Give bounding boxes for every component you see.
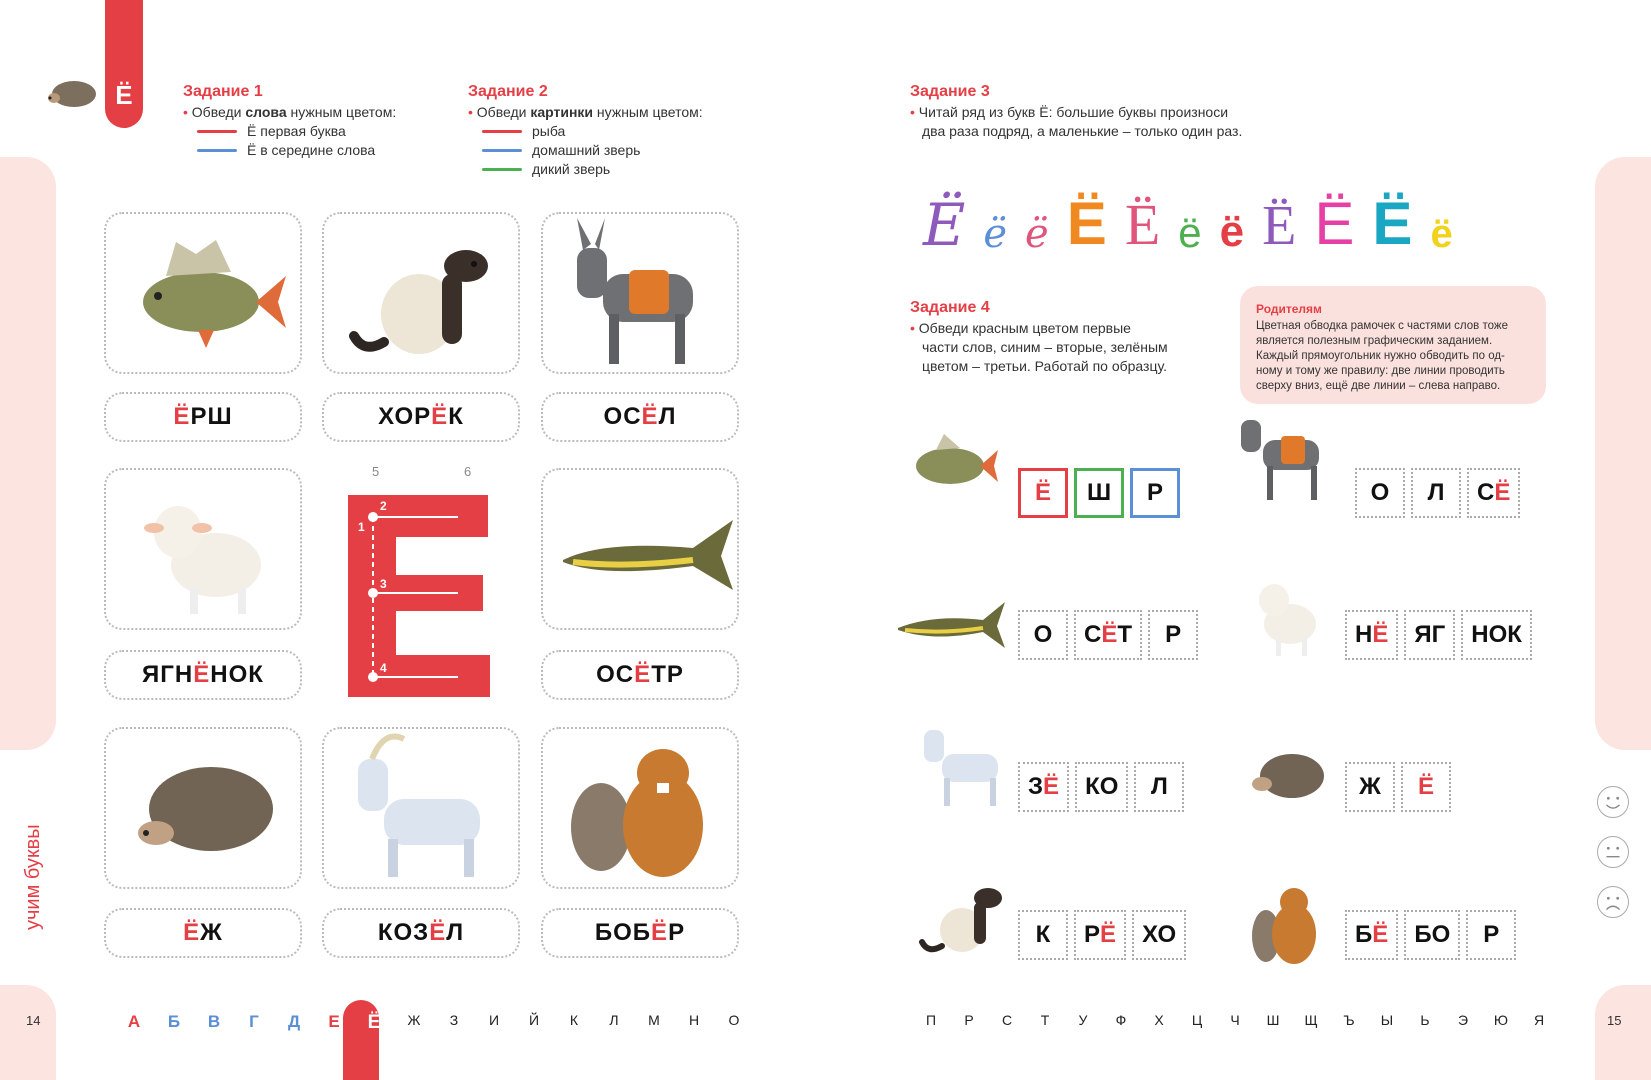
alphabet-letter[interactable]: Ц: [1191, 1012, 1203, 1028]
stroke-number-2: 2: [380, 499, 387, 513]
stroke-number-6: 6: [464, 464, 472, 479]
syllable-box[interactable]: Р: [1130, 468, 1180, 518]
red-line-swatch: [197, 130, 237, 133]
sturgeon-illustration: [543, 470, 741, 632]
alphabet-letter[interactable]: И: [488, 1012, 500, 1028]
alphabet-letter[interactable]: Й: [528, 1012, 540, 1028]
row-letter: ё: [1219, 207, 1245, 256]
alphabet-letter-active[interactable]: Ё: [367, 1012, 381, 1033]
syllable-box[interactable]: ЗЁ: [1018, 762, 1069, 812]
row-letter: Ё: [1066, 190, 1107, 257]
word-card-yagnyonok[interactable]: ЯГНЁНОК: [104, 650, 302, 700]
hedgehog-illustration: [106, 729, 304, 891]
card-hedgehog[interactable]: [104, 727, 302, 889]
donkey-illustration: [543, 214, 741, 376]
mini-lamb: [1250, 574, 1320, 660]
task3-text-line2: два раза подряд, а маленькие – только один раз.: [922, 123, 1243, 139]
syllable-box[interactable]: Ё: [1018, 468, 1068, 518]
task2-instruction: • Обведи картинки нужным цветом:: [468, 103, 703, 122]
card-ferret[interactable]: [322, 212, 520, 374]
stroke-number-1: 1: [358, 520, 365, 534]
task2-legend-wild: дикий зверь: [468, 160, 703, 179]
alphabet-letter[interactable]: Х: [1154, 1012, 1164, 1028]
word-card-bobyor[interactable]: БОБЁР: [541, 908, 739, 958]
syllable-box[interactable]: Р: [1148, 610, 1198, 660]
letter-row: [923, 174, 1471, 259]
fish-illustration: [106, 214, 304, 376]
alphabet-letter[interactable]: З: [449, 1012, 459, 1028]
task3-text-line1: • Читай ряд из букв Ё: большие буквы произноси: [910, 103, 1242, 122]
alphabet-letter[interactable]: Е: [328, 1012, 340, 1031]
mini-donkey: [1233, 406, 1333, 506]
green-line-swatch: [482, 168, 522, 171]
task3-title: Задание 3: [910, 83, 990, 100]
task2: [468, 82, 703, 179]
word-card-khorek[interactable]: ХОРЁК: [322, 392, 520, 442]
right-footer-band: [1595, 985, 1651, 1080]
stroke-number-4: 4: [380, 661, 387, 675]
happy-face-icon[interactable]: [1597, 786, 1629, 818]
task4-text-line1: • Обведи красным цветом первые: [910, 319, 1168, 338]
left-footer-band: [0, 985, 56, 1080]
syllable-box[interactable]: СЁТ: [1074, 610, 1142, 660]
syllables-hedgehog: [1345, 762, 1457, 812]
beaver-illustration: [543, 729, 741, 891]
syllable-box[interactable]: Ш: [1074, 468, 1124, 518]
task2-title: Задание 2: [468, 83, 548, 100]
task1-instruction: • Обведи слова нужным цветом:: [183, 103, 396, 122]
alphabet-letter[interactable]: М: [648, 1012, 660, 1028]
syllables-donkey: [1355, 468, 1526, 518]
task2-legend-domestic: домашний зверь: [468, 141, 703, 160]
row-letter: ё: [1178, 209, 1202, 256]
word-card-kozyol[interactable]: КОЗЁЛ: [322, 908, 520, 958]
mini-sturgeon: [893, 594, 1008, 654]
mini-goat: [912, 720, 1002, 810]
mini-beaver: [1250, 882, 1320, 972]
card-goat[interactable]: [322, 727, 520, 889]
left-margin-band: [0, 157, 56, 750]
alphabet-letter[interactable]: Ь: [1420, 1012, 1430, 1028]
syllable-box[interactable]: БЁ: [1345, 910, 1398, 960]
lamb-illustration: [106, 470, 304, 632]
alphabet-letter[interactable]: У: [1078, 1012, 1088, 1028]
alphabet-letter[interactable]: Б: [167, 1012, 181, 1031]
word-card-yozh[interactable]: ЁЖ: [104, 908, 302, 958]
alphabet-letter[interactable]: Д: [287, 1012, 301, 1031]
alphabet-letter[interactable]: А: [127, 1012, 141, 1031]
task4: [910, 298, 1168, 376]
alphabet-letter[interactable]: Р: [964, 1012, 974, 1028]
task1-legend-first: Ё первая буква: [183, 122, 396, 141]
task1-title: Задание 1: [183, 83, 263, 100]
syllables-beaver: [1345, 910, 1522, 960]
row-letter: ё: [1430, 212, 1453, 256]
alphabet-letter[interactable]: В: [207, 1012, 221, 1031]
syllable-box[interactable]: Ё: [1401, 762, 1451, 812]
syllable-box[interactable]: Ж: [1345, 762, 1395, 812]
syllable-box[interactable]: ХО: [1132, 910, 1186, 960]
task1: [183, 82, 396, 160]
syllable-box[interactable]: Р: [1466, 910, 1516, 960]
syllables-ferret: [1018, 910, 1192, 960]
hedgehog-icon: [46, 76, 98, 112]
alphabet-left: [114, 1012, 754, 1034]
row-letter: Ё: [923, 191, 966, 259]
alphabet-letter[interactable]: Н: [688, 1012, 700, 1028]
right-margin-band: [1595, 157, 1651, 750]
syllable-box[interactable]: НЁ: [1345, 610, 1398, 660]
alphabet-letter[interactable]: О: [728, 1012, 740, 1028]
alphabet-letter[interactable]: Т: [1040, 1012, 1050, 1028]
syllables-lamb: [1345, 610, 1538, 660]
page-number-left: 14: [26, 1013, 41, 1028]
syllable-box[interactable]: КО: [1075, 762, 1128, 812]
blue-line-swatch: [197, 149, 237, 152]
syllable-box[interactable]: ЯГ: [1404, 610, 1455, 660]
syllable-box[interactable]: О: [1355, 468, 1405, 518]
section-label: учим буквы: [22, 824, 44, 930]
row-letter: ё: [983, 211, 1008, 257]
syllable-box[interactable]: НОК: [1461, 610, 1532, 660]
letter-tab: Ё: [105, 0, 143, 128]
row-letter: Ё: [1314, 190, 1355, 257]
alphabet-right: [912, 1012, 1558, 1028]
syllable-box[interactable]: СЁ: [1467, 468, 1520, 518]
alphabet-letter[interactable]: Ж: [407, 1012, 421, 1028]
syllable-box[interactable]: К: [1018, 910, 1068, 960]
card-sturgeon[interactable]: [541, 468, 739, 630]
row-letter: Ё: [1372, 190, 1413, 257]
card-donkey[interactable]: [541, 212, 739, 374]
alphabet-letter[interactable]: Г: [249, 1012, 259, 1031]
word-card-ersh[interactable]: ЁРШ: [104, 392, 302, 442]
card-beaver[interactable]: [541, 727, 739, 889]
syllable-box[interactable]: Л: [1411, 468, 1461, 518]
alphabet-letter[interactable]: П: [925, 1012, 937, 1028]
task3: [910, 82, 1242, 141]
stroke-number-5: 5: [372, 464, 380, 479]
alphabet-letter[interactable]: Ш: [1266, 1012, 1280, 1028]
alphabet-letter[interactable]: С: [1001, 1012, 1013, 1028]
mini-ferret: [918, 880, 1008, 960]
card-lamb[interactable]: [104, 468, 302, 630]
syllables-goat: [1018, 762, 1190, 812]
syllables-fish: [1018, 468, 1186, 518]
red-line-swatch: [482, 130, 522, 133]
alphabet-letter[interactable]: Щ: [1304, 1012, 1318, 1028]
alphabet-letter[interactable]: Л: [609, 1012, 619, 1028]
word-card-osel[interactable]: ОСЁЛ: [541, 392, 739, 442]
syllable-box[interactable]: Л: [1134, 762, 1184, 812]
goat-illustration: [324, 729, 522, 891]
mini-fish: [908, 434, 998, 494]
alphabet-letter[interactable]: Ю: [1493, 1012, 1509, 1028]
alphabet-letter[interactable]: Ч: [1230, 1012, 1240, 1028]
row-letter: Ё: [1262, 195, 1297, 257]
syllable-box[interactable]: О: [1018, 610, 1068, 660]
row-letter: ё: [1025, 211, 1049, 257]
alphabet-letter[interactable]: Ъ: [1343, 1012, 1355, 1028]
stroke-number-3: 3: [380, 577, 387, 591]
alphabet-letter[interactable]: Я: [1533, 1012, 1545, 1028]
task4-text-line3: цветом – третьи. Работай по образцу.: [922, 358, 1167, 374]
alphabet-letter[interactable]: Ы: [1380, 1012, 1394, 1028]
card-fish[interactable]: [104, 212, 302, 374]
alphabet-letter[interactable]: Э: [1457, 1012, 1469, 1028]
alphabet-letter[interactable]: Ф: [1115, 1012, 1127, 1028]
parents-title: Родителям: [1256, 302, 1322, 316]
mini-hedgehog: [1248, 748, 1328, 804]
syllable-box[interactable]: БО: [1404, 910, 1460, 960]
parents-note: Родителям Цветная обводка рамочек с частями слов тоже является полезным графическим заданием. Каждый прямоугольник нужно обводить по од- ному и тому же правилу: две линии проводить сверху вниз, ещё две линии – слева направо.: [1240, 286, 1546, 404]
letter-stroke-guide: [348, 495, 498, 705]
sad-face-icon[interactable]: [1597, 886, 1629, 918]
syllables-sturgeon: [1018, 610, 1204, 660]
blue-line-swatch: [482, 149, 522, 152]
alphabet-letter[interactable]: К: [569, 1012, 579, 1028]
task4-text-line2: части слов, синим – вторые, зелёным: [922, 339, 1168, 355]
page-number-right: 15: [1607, 1013, 1622, 1028]
task1-legend-middle: Ё в середине слова: [183, 141, 396, 160]
task4-title: Задание 4: [910, 299, 990, 316]
neutral-face-icon[interactable]: [1597, 836, 1629, 868]
syllable-box[interactable]: РЁ: [1074, 910, 1126, 960]
word-card-osyotr[interactable]: ОСЁТР: [541, 650, 739, 700]
task2-legend-fish: рыба: [468, 122, 703, 141]
ferret-illustration: [324, 214, 522, 376]
row-letter: Ё: [1124, 192, 1161, 257]
